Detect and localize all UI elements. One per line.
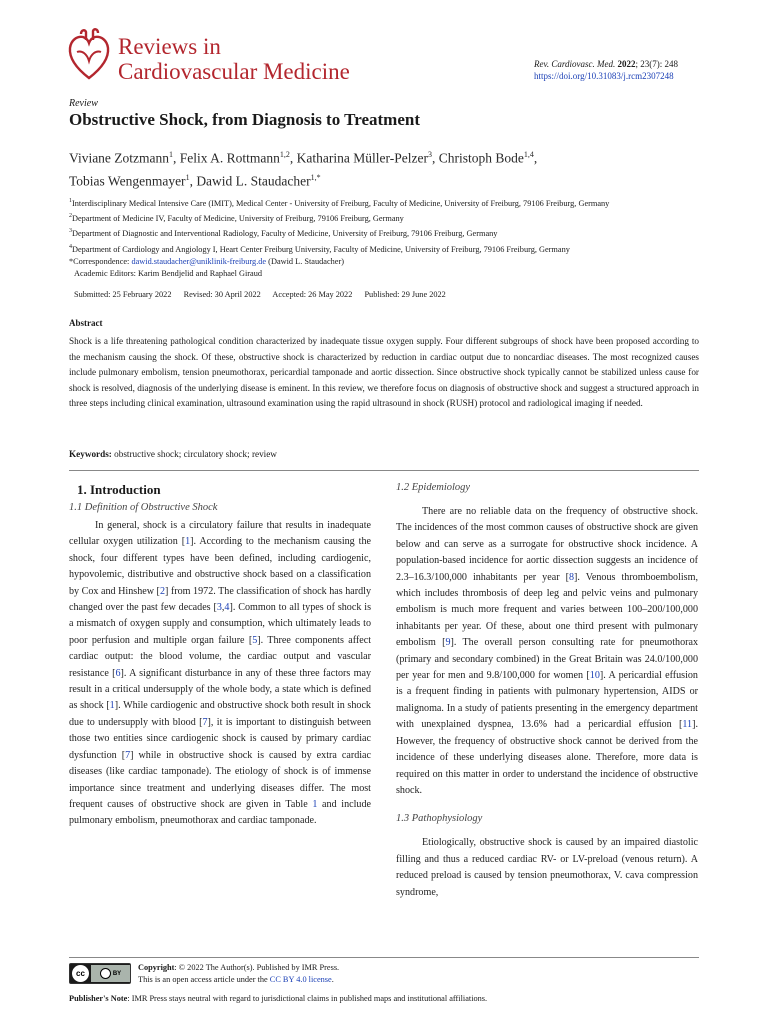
author-list (69, 145, 699, 190)
correspondence-label: *Correspondence: (69, 256, 132, 266)
author-name: Felix A. Rottmann (179, 150, 280, 166)
journal-name (118, 34, 350, 84)
keywords-label: Keywords: (69, 449, 112, 459)
divider (69, 470, 699, 471)
affiliation-marker: 4 (69, 243, 72, 250)
author-separator: , (431, 150, 439, 166)
author-separator: , (289, 150, 297, 166)
author-separator: , (189, 173, 197, 188)
affiliation-marker: 2 (69, 213, 72, 220)
citation-journal: Rev. Cardiovasc. Med. (534, 59, 616, 69)
paragraph-epidemiology (396, 504, 698, 799)
affiliation-text: Department of Diagnostic and Interventional Radiology, Faculty of Medicine, University of Freiburg, 79106 Freiburg, Germany (72, 229, 498, 239)
correspondence-name: (Dawid L. Staudacher) (266, 256, 344, 266)
paragraph-text: There are no reliable data on the frequency of obstructive shock. The incidences of the most common causes of obstructive shock are given below and can serve as a surrogate for obstructive shock incidence. A population-based incidence for aortic dissection suggests an incidence of 2.3–16.3/100,000 inhabitants per year [ (396, 506, 698, 583)
affiliation-text: Department of Medicine IV, Faculty of Medicine, University of Freiburg, 79106 Freiburg, Germany (72, 213, 404, 223)
author-name: Viviane Zotzmann (69, 150, 170, 166)
paragraph-text: ] while in obstructive shock is caused by extra cardiac diseases (like cardiac tamponade). The etiology of shock is of immense importance since treatment and underlying diseases differ. The most frequent causes of obstructive shock are given in Table (69, 749, 372, 810)
correspondence-email[interactable]: dawid.staudacher@uniklinik-freiburg.de (131, 256, 267, 266)
right-column (396, 482, 698, 901)
cc-by-license-icon[interactable] (69, 963, 131, 984)
subsection-heading-definition: 1.1 Definition of Obstructive Shock (69, 502, 218, 513)
author-name: Christoph Bode (438, 150, 524, 166)
citation-link[interactable]: 8 (568, 571, 574, 583)
license-end: . (331, 975, 334, 984)
citation-volume: ; 23(7): 248 (635, 59, 678, 69)
author-name: Dawid L. Staudacher (196, 173, 311, 188)
affiliation-text: Department of Cardiology and Angiology I, Heart Center Freiburg University, Faculty of Medicine, University of Freiburg, 79106 Freiburg, Germany (72, 244, 570, 254)
citation-link[interactable]: 1 (185, 536, 191, 548)
author-affiliation-marker: 1 (185, 172, 190, 182)
citation-link[interactable]: 7 (125, 749, 131, 761)
paragraph-text: ]. The overall person consulting rate for pneumothorax (primary and secondary combined) in the Great Britain was 24.0/100,000 per year for men and 9.8/100,000 for women [ (396, 637, 698, 682)
citation-link[interactable]: 1 (109, 700, 115, 712)
paragraph-text: and include pulmonary embolism, pneumothorax and cardiac tamponade. (69, 798, 371, 827)
paragraph-definition (69, 518, 371, 830)
date-accepted: Accepted: 26 May 2022 (272, 290, 353, 299)
affiliation-marker: 1 (69, 198, 72, 204)
paragraph-text: ]. According to the mechanism causing the shock, four different types have been defined, including cardiogenic, hypovolemic, distributive and obstructive shock based on a classification by Cox and Hinshew [ (69, 536, 371, 597)
doi-link[interactable]: https://doi.org/10.31083/j.rcm2307248 (534, 71, 674, 81)
article-title: Obstructive Shock, from Diagnosis to Treatment (69, 110, 421, 129)
abstract-heading: Abstract (69, 318, 103, 328)
article-dates (74, 290, 456, 299)
paragraph-text: ]. A significant disturbance in any of these three factors may result in a critical undersupply of the whole body, a state which is defined as shock [ (69, 667, 371, 712)
copyright-text: : © 2022 The Author(s). Published by IMR Press. (174, 963, 340, 972)
academic-editors: Academic Editors: Karim Bendjelid and Raphael Giraud (74, 269, 263, 279)
by-label: BY (112, 970, 122, 977)
author-affiliation-marker: 1 (169, 150, 174, 159)
left-column (69, 482, 371, 830)
paragraph-pathophysiology (396, 835, 698, 901)
affiliation-item (69, 210, 699, 225)
paragraph-text: ] from 1972. The classification of shock has hardly changed over the past few decades [ (69, 585, 372, 614)
author-name: Katharina Müller-Pelzer (296, 150, 428, 166)
paragraph-text: ]. Venous thromboembolism, which includes thrombosis of deep leg and pelvic veins and pulmonary embolism is much more frequent and varies between 100–200/100,000 inhabitants per year. Of these, about one third present with pulmonary embolism [ (396, 571, 698, 649)
citation-link[interactable]: 5 (252, 634, 258, 646)
paragraph-text: , (221, 602, 225, 614)
affiliation-text: Interdisciplinary Medical Intensive Care (IMIT), Medical Center - University of Freiburg, Faculty of Medicine, University of Freiburg, 79106 Freiburg, Germany (72, 198, 610, 208)
attribution-person-icon (100, 968, 111, 979)
affiliation-item (69, 225, 699, 240)
paragraph-text: Etiologically, obstructive shock is caused by an impaired diastolic filling and thus a reduced cardiac RV- or LV-preload (venous return). A reduced preload is caused by tension pneumothorax, V. cava compression syndrome, (396, 837, 698, 898)
author-affiliation-marker: 3 (427, 150, 432, 159)
subsection-heading-epidemiology: 1.2 Epidemiology (396, 482, 471, 493)
publisher-note-text: : IMR Press stays neutral with regard to jurisdictional claims in published maps and institutional affiliations. (127, 994, 488, 1003)
cc-icon: cc (72, 965, 89, 982)
copyright-notice (138, 962, 339, 986)
author-affiliation-marker: 1,* (310, 172, 321, 182)
subsection-heading-pathophysiology: 1.3 Pathophysiology (396, 813, 483, 825)
citation-link[interactable]: 7 (202, 716, 208, 728)
license-link[interactable]: CC BY 4.0 license (269, 975, 332, 984)
citation-link[interactable]: 1 (312, 798, 318, 810)
citation-link[interactable]: 11 (682, 719, 693, 731)
affiliation-marker: 3 (69, 228, 72, 235)
citation-link[interactable]: 6 (115, 667, 121, 679)
publisher-note (69, 994, 487, 1003)
correspondence (69, 256, 699, 268)
paragraph-text: ], it is important to distinguish between those two entities since cardiogenic shock is caused by primary cardiac dysfunction [ (69, 716, 371, 761)
author-affiliation-marker: 1,2 (279, 150, 290, 159)
citation-link[interactable]: 10 (589, 670, 600, 682)
by-icon (91, 965, 130, 982)
publisher-note-label: Publisher's Note (69, 994, 128, 1003)
citation-year: 2022 (617, 59, 636, 69)
author-separator: , (173, 150, 180, 166)
section-heading-introduction: 1. Introduction (77, 482, 161, 497)
author-affiliation-marker: 1,4 (523, 150, 534, 159)
citation-link[interactable]: 9 (445, 637, 451, 649)
author-name: Tobias Wengenmayer (69, 173, 186, 188)
citation (534, 58, 706, 82)
paragraph-text: ]. Common to all types of shock is a mismatch of oxygen supply and consumption, which ultimately leads to poor perfusion and multiple organ failure [ (69, 602, 371, 646)
date-published: Published: 29 June 2022 (364, 290, 446, 299)
article-type: Review (69, 98, 98, 109)
journal-header (66, 28, 706, 88)
keywords-text: obstructive shock; circulatory shock; review (111, 449, 277, 459)
copyright-label: Copyright (138, 963, 175, 972)
paragraph-text: ]. While cardiogenic and obstructive shock both result in shock due to undersupply with blood [ (69, 700, 371, 728)
license-text: This is an open access article under the (138, 975, 270, 984)
keywords (69, 449, 277, 459)
paragraph-text: ]. However, the frequency of obstructive shock cannot be derived from the incidence of these underlying diseases alone. Therefore, more data is required on this matter in order to understand the incidence of obstructive shock. (396, 719, 698, 796)
abstract-text: Shock is a life threatening pathological condition characterized by inadequate tissue oxygen supply. Four different subgroups of shock have been proposed according to the mechanism causing the shock. Of these, obstructive shock is characterized by reduction in cardiac output due to noncardiac diseases. The most recognized causes include pulmonary embolism, tension pneumothorax, pericardial tamponade and aortic dissection. Since obstructive shock typically cannot be stabilized unless cause for shock is resolved, diagnosis of the underlying disease is eminent. In this review, we therefore focus on diagnosis of obstructive shock and suggest a structured approach in three steps including clinical examination, ultrasound examination using the rapid ultrasound in shock (RUSH) protocol and radiological imaging if needed. (69, 336, 699, 409)
journal-name-line1: Reviews in (118, 34, 221, 59)
date-revised: Revised: 30 April 2022 (183, 290, 261, 299)
date-submitted: Submitted: 25 February 2022 (74, 290, 172, 299)
citation-link[interactable]: 3 (216, 602, 222, 614)
heart-logo-icon (66, 28, 112, 82)
author-separator: , (533, 150, 538, 166)
footer-divider (69, 957, 699, 958)
affiliations (69, 195, 699, 281)
citation-link[interactable]: 2 (159, 585, 165, 597)
paragraph-text: ]. Three components affect cardiac output: the blood volume, the cardiac output and vascular resistance [ (69, 634, 371, 679)
affiliation-item (69, 241, 699, 256)
citation-link[interactable]: 4 (224, 602, 230, 614)
affiliation-item (69, 195, 699, 210)
paragraph-text: ]. A pericardial effusion is a frequent finding in patients with pulmonary hypertension, AIDS or malignoma. In a study of patients presenting in the emergency department with unexplained dyspnea, 13.6% had a pericardial effusion [ (396, 670, 698, 731)
paragraph-text: In general, shock is a circulatory failure that results in inadequate cellular oxygen utilization [ (69, 520, 371, 548)
journal-name-line2: Cardiovascular Medicine (118, 59, 350, 84)
